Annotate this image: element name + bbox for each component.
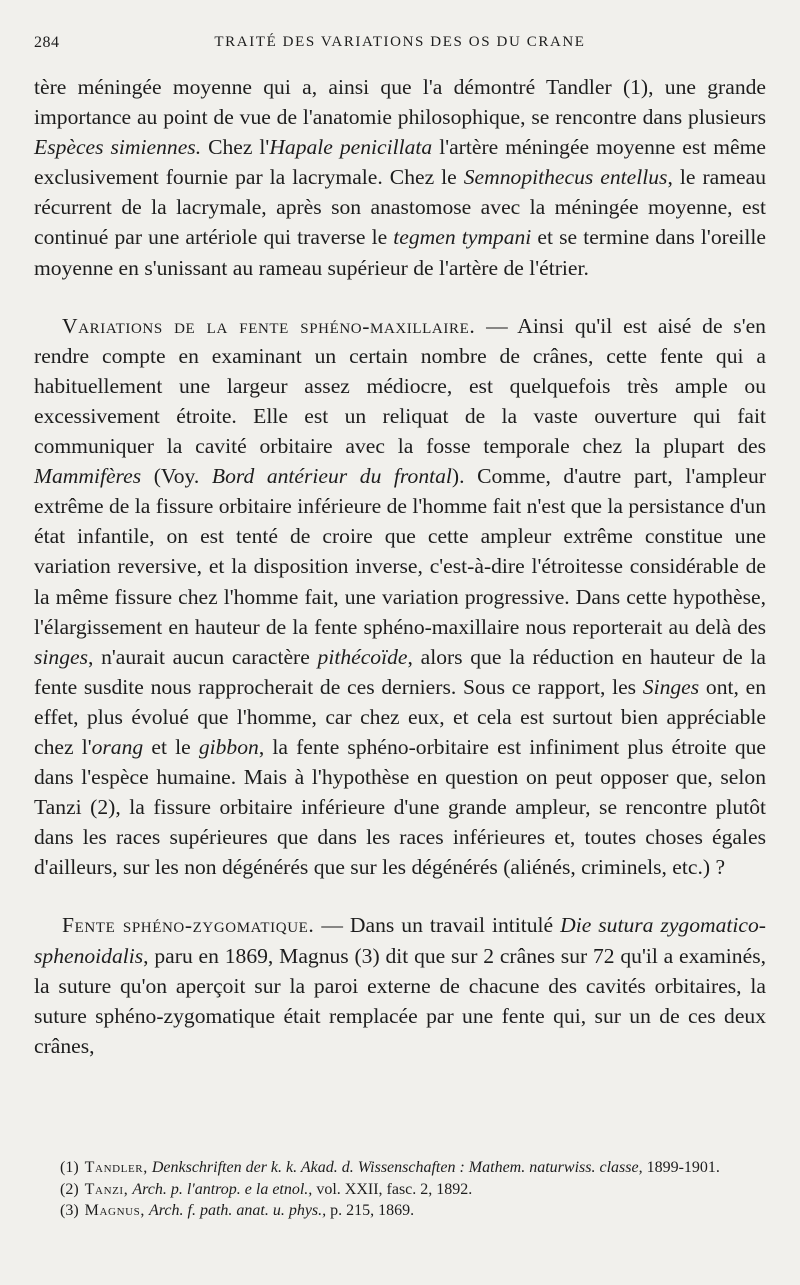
section-heading: Fente sphéno-zygomatique. — [62, 913, 315, 938]
italic-run: Hapale penicillata — [269, 135, 433, 160]
text-run: , la fente sphéno-orbitaire est infiniment plus étroite que dans l'espèce humaine. Mais à l'hypothèse en question on peut opposer que, selon Tanzi (2), la fissure orbitaire inférieure d'une grande ampleur, se rencontre plutôt dans les races supérieures que dans les races inférieures et, toutes choses égales d'ailleurs, sur les non dégénérés que sur les dégénérés (aliénés, criminels, etc.) ? — [34, 734, 766, 880]
footnote — [60, 1180, 766, 1201]
text-run: , n'aurait aucun caractère — [87, 644, 318, 669]
italic-run: singes — [34, 644, 88, 669]
page-header — [34, 34, 766, 58]
footnote-details: vol. XXII, fasc. 2, 1892. — [312, 1180, 473, 1198]
italic-run: Semnopithecus entellus — [463, 165, 668, 190]
body-text — [34, 72, 766, 1061]
running-title: TRAITÉ DES VARIATIONS DES OS DU CRANE — [214, 34, 586, 50]
text-run: et le — [143, 734, 199, 759]
footnote-author: Tandler, — [84, 1159, 148, 1176]
footnote-author: Tanzi, — [84, 1180, 129, 1198]
footnote — [60, 1158, 766, 1179]
footnote-number: (2) — [60, 1180, 79, 1198]
italic-run: tegmen tympani — [393, 225, 532, 250]
page-number: 284 — [34, 34, 60, 51]
text-run: tère méningée moyenne qui a, ainsi que l'a démontré Tandler (1), une grande importance au point de vue de l'anatomie philosophique, se rencontre dans plusieurs — [34, 75, 766, 130]
italic-run: Espèces simiennes. — [34, 135, 202, 160]
footnote-number: (1) — [60, 1159, 79, 1176]
italic-run: Singes — [642, 674, 700, 699]
footnote-title: Arch. f. path. anat. u. phys., — [148, 1202, 327, 1219]
footnotes — [60, 1158, 766, 1223]
text-run: , le rameau récurrent de la lacrymale, après son anastomose avec la méningée moyenne, est continué par une artériole qui traverse le — [34, 165, 766, 250]
text-run: (Voy. — [141, 464, 212, 489]
italic-run: Mammifères — [34, 464, 142, 489]
italic-run: pithécoïde — [317, 644, 408, 669]
text-run: ont, en effet, plus évolué que l'homme, car chez eux, et cela est surtout bien appréciable chez l' — [34, 674, 767, 759]
text-run: et se termine dans l'oreille moyenne en s'unissant au rameau supérieur de l'artère de l'étrier. — [34, 225, 766, 280]
text-run: l'artère méningée moyenne est même exclusivement fournie par la lacrymale. Chez le — [34, 135, 766, 190]
text-run: , paru en 1869, Magnus (3) dit que sur 2 crânes sur 72 qu'il a examinés, la suture qu'on aperçoit sur la paroi externe de chacune des cavités orbitaires, la suture sphéno-zygomatique était remplacée par une fente qui, sur un de ces deux crânes, — [34, 943, 766, 1058]
footnote-author: Magnus, — [84, 1202, 145, 1219]
paragraph-meningee — [34, 72, 766, 283]
text-run: — Dans un travail intitulé — [314, 913, 561, 938]
footnote-details: 1899-1901. — [642, 1159, 720, 1176]
text-run: , alors que la réduction en hauteur de la fente susdite nous rapprocherait de ces derniers. Sous ce rapport, les — [34, 644, 766, 699]
footnote — [60, 1201, 766, 1222]
section-heading: Variations de la fente sphéno-maxillaire. — [62, 313, 476, 338]
text-run: ). Comme, d'autre part, l'ampleur extrême de la fissure orbitaire inférieure de l'homme fait n'est que la persistance d'un état infantile, on est tenté de croire que cette ampleur extrême constitue une variation reversive, et la disposition inverse, c'est-à-dire l'étroitesse considérable de la même fissure chez l'homme fait, une variation progressive. Dans cette hypothèse, l'élargissement en hauteur de la fente sphéno-maxillaire nous reporterait au delà des — [34, 464, 766, 639]
footnote-title: Arch. p. l'antrop. e la etnol., — [132, 1180, 313, 1198]
italic-run: Bord antérieur du frontal — [211, 464, 452, 489]
italic-run: orang — [91, 734, 144, 759]
paragraph-fente-spheno-maxillaire — [34, 311, 766, 883]
italic-run: Die sutura zygomatico-sphenoidalis — [34, 913, 766, 968]
text-run: Chez l' — [201, 135, 270, 160]
footnote-title: Denkschriften der k. k. Akad. d. Wissenschaften : Mathem. naturwiss. classe, — [151, 1159, 643, 1176]
text-run: — Ainsi qu'il est aisé de s'en rendre compte en examinant un certain nombre de crânes, cette fente qui a habituellement une largeur assez médiocre, est quelquefois très ample ou excessivement étroite. Elle est un reliquat de la vaste ouverture qui fait communiquer la cavité orbitaire avec la fosse temporale chez la plupart des — [34, 313, 766, 459]
footnote-number: (3) — [60, 1202, 79, 1219]
paragraph-fente-spheno-zygomatique — [34, 910, 766, 1060]
footnote-details: p. 215, 1869. — [326, 1202, 415, 1219]
italic-run: gibbon — [198, 734, 259, 759]
